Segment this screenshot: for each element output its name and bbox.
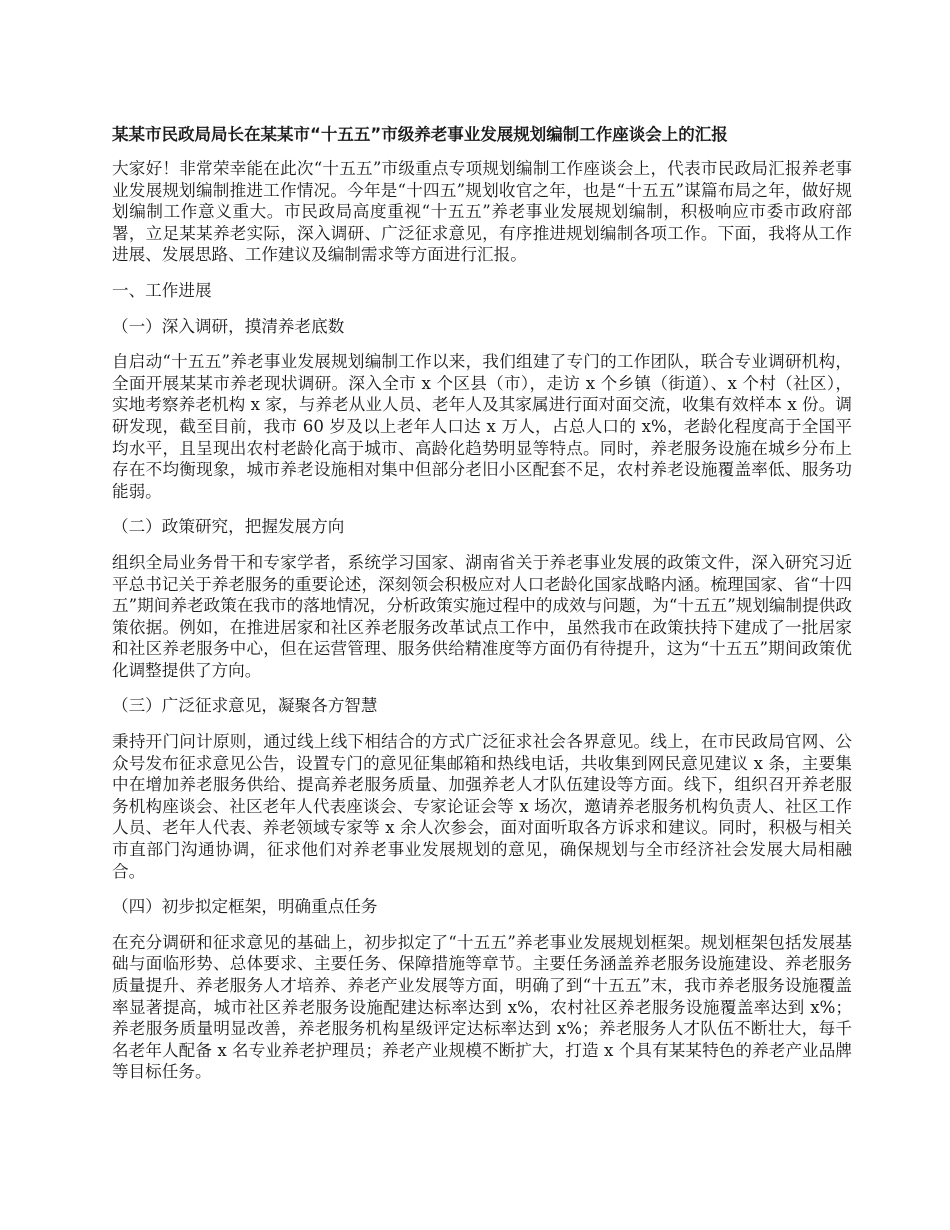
subsection-heading-policy: （二）政策研究，把握发展方向 (112, 517, 345, 537)
subsection-heading-opinions: （三）广泛征求意见，凝聚各方智慧 (112, 696, 378, 716)
document-page (112, 124, 852, 1097)
subsection-body-research: 自启动“十五五”养老事业发展规划编制工作以来，我们组建了专门的工作团队，联合专业调研机构，全面开展某某市养老现状调研。深入全市 x 个区县（市），走访 x 个乡镇（街道）、x 个村（社区），实地考察养老机构 x 家，与养老从业人员、老年人及其家属进行面对面交流，收集有效样本 x 份。调研发现，截至目前，我市 60 岁及以上老年人口达 x 万人，占总人口的 x%，老龄化程度高于全国平均水平，且呈现出农村老龄化高于城市、高龄化趋势明显等特点。同时，养老服务设施在城乡分布上存在不均衡现象，城市养老设施相对集中但部分老旧小区配套不足，农村养老设施覆盖率低、服务功能弱。 (112, 352, 852, 501)
section-heading-work-progress: 一、工作进展 (112, 280, 212, 300)
subsection-heading-framework: （四）初步拟定框架，明确重点任务 (112, 897, 378, 917)
subsection-heading-research: （一）深入调研，摸清养老底数 (112, 316, 345, 336)
subsection-body-policy: 组织全局业务骨干和专家学者，系统学习国家、湖南省关于养老事业发展的政策文件，深入研究习近平总书记关于养老服务的重要论述，深刻领会积极应对人口老龄化国家战略内涵。梳理国家、省“十四五”期间养老政策在我市的落地情况，分析政策实施过程中的成效与问题，为“十五五”规划编制提供政策依据。例如，在推进居家和社区养老服务改革试点工作中，虽然我市在政策扶持下建成了一批居家和社区养老服务中心，但在运营管理、服务供给精准度等方面仍有待提升，这为“十五五”期间政策优化调整提供了方向。 (112, 552, 852, 680)
subsection-body-framework: 在充分调研和征求意见的基础上，初步拟定了“十五五”养老事业发展规划框架。规划框架包括发展基础与面临形势、总体要求、主要任务、保障措施等章节。主要任务涵盖养老服务设施建设、养老服务质量提升、养老服务人才培养、养老产业发展等方面，明确了到“十五五”末，我市养老服务设施覆盖率显著提高，城市社区养老服务设施配建达标率达到 x%，农村社区养老服务设施覆盖率达到 x%；养老服务质量明显改善，养老服务机构星级评定达标率达到 x%；养老服务人才队伍不断壮大，每千名老年人配备 x 名专业养老护理员；养老产业规模不断扩大，打造 x 个具有某某特色的养老产业品牌等目标任务。 (112, 932, 852, 1082)
document-title: 某某市民政局局长在某某市“十五五”市级养老事业发展规划编制工作座谈会上的汇报 (112, 125, 728, 144)
intro-paragraph: 大家好！非常荣幸能在此次“十五五”市级重点专项规划编制工作座谈会上，代表市民政局汇报养老事业发展规划编制推进工作情况。今年是“十四五”规划收官之年，也是“十五五”谋篇布局之年，做好规划编制工作意义重大。市民政局高度重视“十五五”养老事业发展规划编制，积极响应市委市政府部署，立足某某养老实际，深入调研、广泛征求意见，有序推进规划编制各项工作。下面，我将从工作进展、发展思路、工作建议及编制需求等方面进行汇报。 (112, 159, 852, 265)
subsection-body-opinions: 秉持开门问计原则，通过线上线下相结合的方式广泛征求社会各界意见。线上，在市民政局官网、公众号发布征求意见公告，设置专门的意见征集邮箱和热线电话，共收集到网民意见建议 x 条，主要集中在增加养老服务供给、提高养老服务质量、加强养老人才队伍建设等方面。线下，组织召开养老服务机构座谈会、社区老年人代表座谈会、专家论证会等 x 场次，邀请养老服务机构负责人、社区工作人员、老年人代表、养老领域专家等 x 余人次参会，面对面听取各方诉求和建议。同时，积极与相关市直部门沟通协调，征求他们对养老事业发展规划的意见，确保规划与全市经济社会发展大局相融合。 (112, 732, 852, 881)
